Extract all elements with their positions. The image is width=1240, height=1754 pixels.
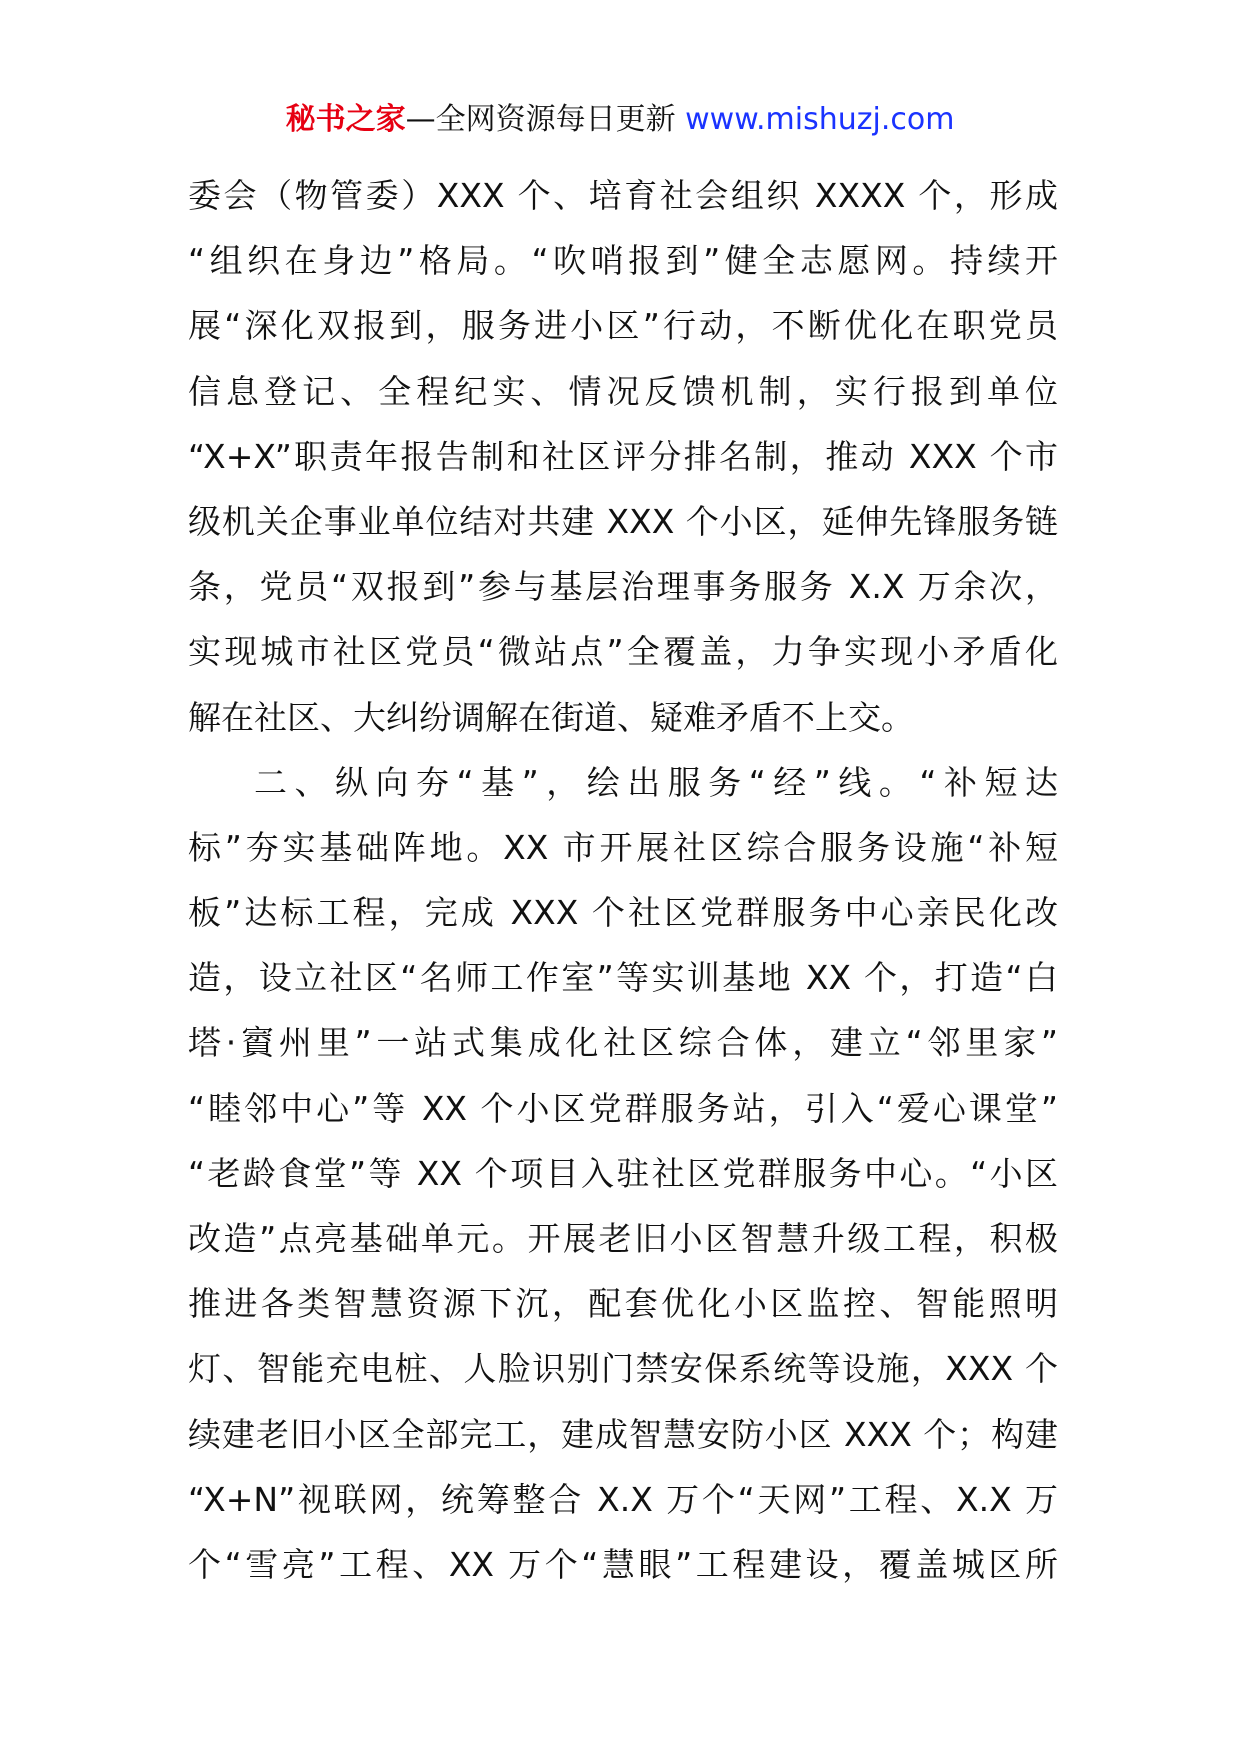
text-line: 个“雪亮”工程、XX 万个“慧眼”工程建设，覆盖城区所 (188, 1544, 1058, 1584)
text-line: 塔·賨州里”一站式集成化社区综合体，建立“邻里家” (188, 1023, 1058, 1063)
text-line: “X+X”职责年报告制和社区评分排名制，推动 XXX 个市 (188, 436, 1058, 476)
text-line: 级机关企事业单位结对共建 XXX 个小区，延伸先锋服务链 (188, 501, 1058, 541)
header-tagline: —全网资源每日更新 (405, 102, 686, 137)
text-line: “老龄食堂”等 XX 个项目入驻社区党群服务中心。“小区 (188, 1153, 1058, 1193)
text-line: 板”达标工程，完成 XXX 个社区党群服务中心亲民化改 (188, 893, 1058, 933)
section-heading-line: 二、纵向夯“基”，绘出服务“经”线。“补短达 (254, 762, 1058, 802)
document-body (188, 163, 1058, 1597)
text-line: 标”夯实基础阵地。XX 市开展社区综合服务设施“补短 (188, 827, 1058, 867)
text-line: 展“深化双报到，服务进小区”行动，不断优化在职党员 (188, 306, 1058, 346)
text-line: 信息登记、全程纪实、情况反馈机制，实行报到单位 (188, 371, 1058, 411)
paragraph-end-line: 解在社区、大纠纷调解在街道、疑难矛盾不上交。 (188, 697, 914, 737)
site-header (0, 98, 1240, 142)
text-line: 推进各类智慧资源下沉，配套优化小区监控、智能照明 (188, 1284, 1058, 1324)
text-line: 委会（物管委）XXX 个、培育社会组织 XXXX 个，形成 (188, 176, 1058, 215)
text-line: 造，设立社区“名师工作室”等实训基地 XX 个，打造“白 (188, 958, 1058, 998)
site-url-link[interactable]: www.mishuzj.com (685, 102, 955, 137)
text-line: 实现城市社区党员“微站点”全覆盖，力争实现小矛盾化 (188, 632, 1058, 672)
text-line: 续建老旧小区全部完工，建成智慧安防小区 XXX 个；构建 (188, 1414, 1058, 1454)
brand-name: 秘书之家 (285, 102, 406, 137)
text-line: 改造”点亮基础单元。开展老旧小区智慧升级工程，积极 (188, 1219, 1058, 1258)
text-line: “X+N”视联网，统筹整合 X.X 万个“天网”工程、X.X 万 (188, 1479, 1058, 1519)
text-line: “组织在身边”格局。“吹哨报到”健全志愿网。持续开 (188, 241, 1058, 281)
text-line: 灯、智能充电桩、人脸识别门禁安保系统等设施，XXX 个 (188, 1349, 1058, 1389)
text-line: 条，党员“双报到”参与基层治理事务服务 X.X 万余次， (188, 567, 1058, 607)
text-line: “睦邻中心”等 XX 个小区党群服务站，引入“爱心课堂” (188, 1088, 1058, 1128)
